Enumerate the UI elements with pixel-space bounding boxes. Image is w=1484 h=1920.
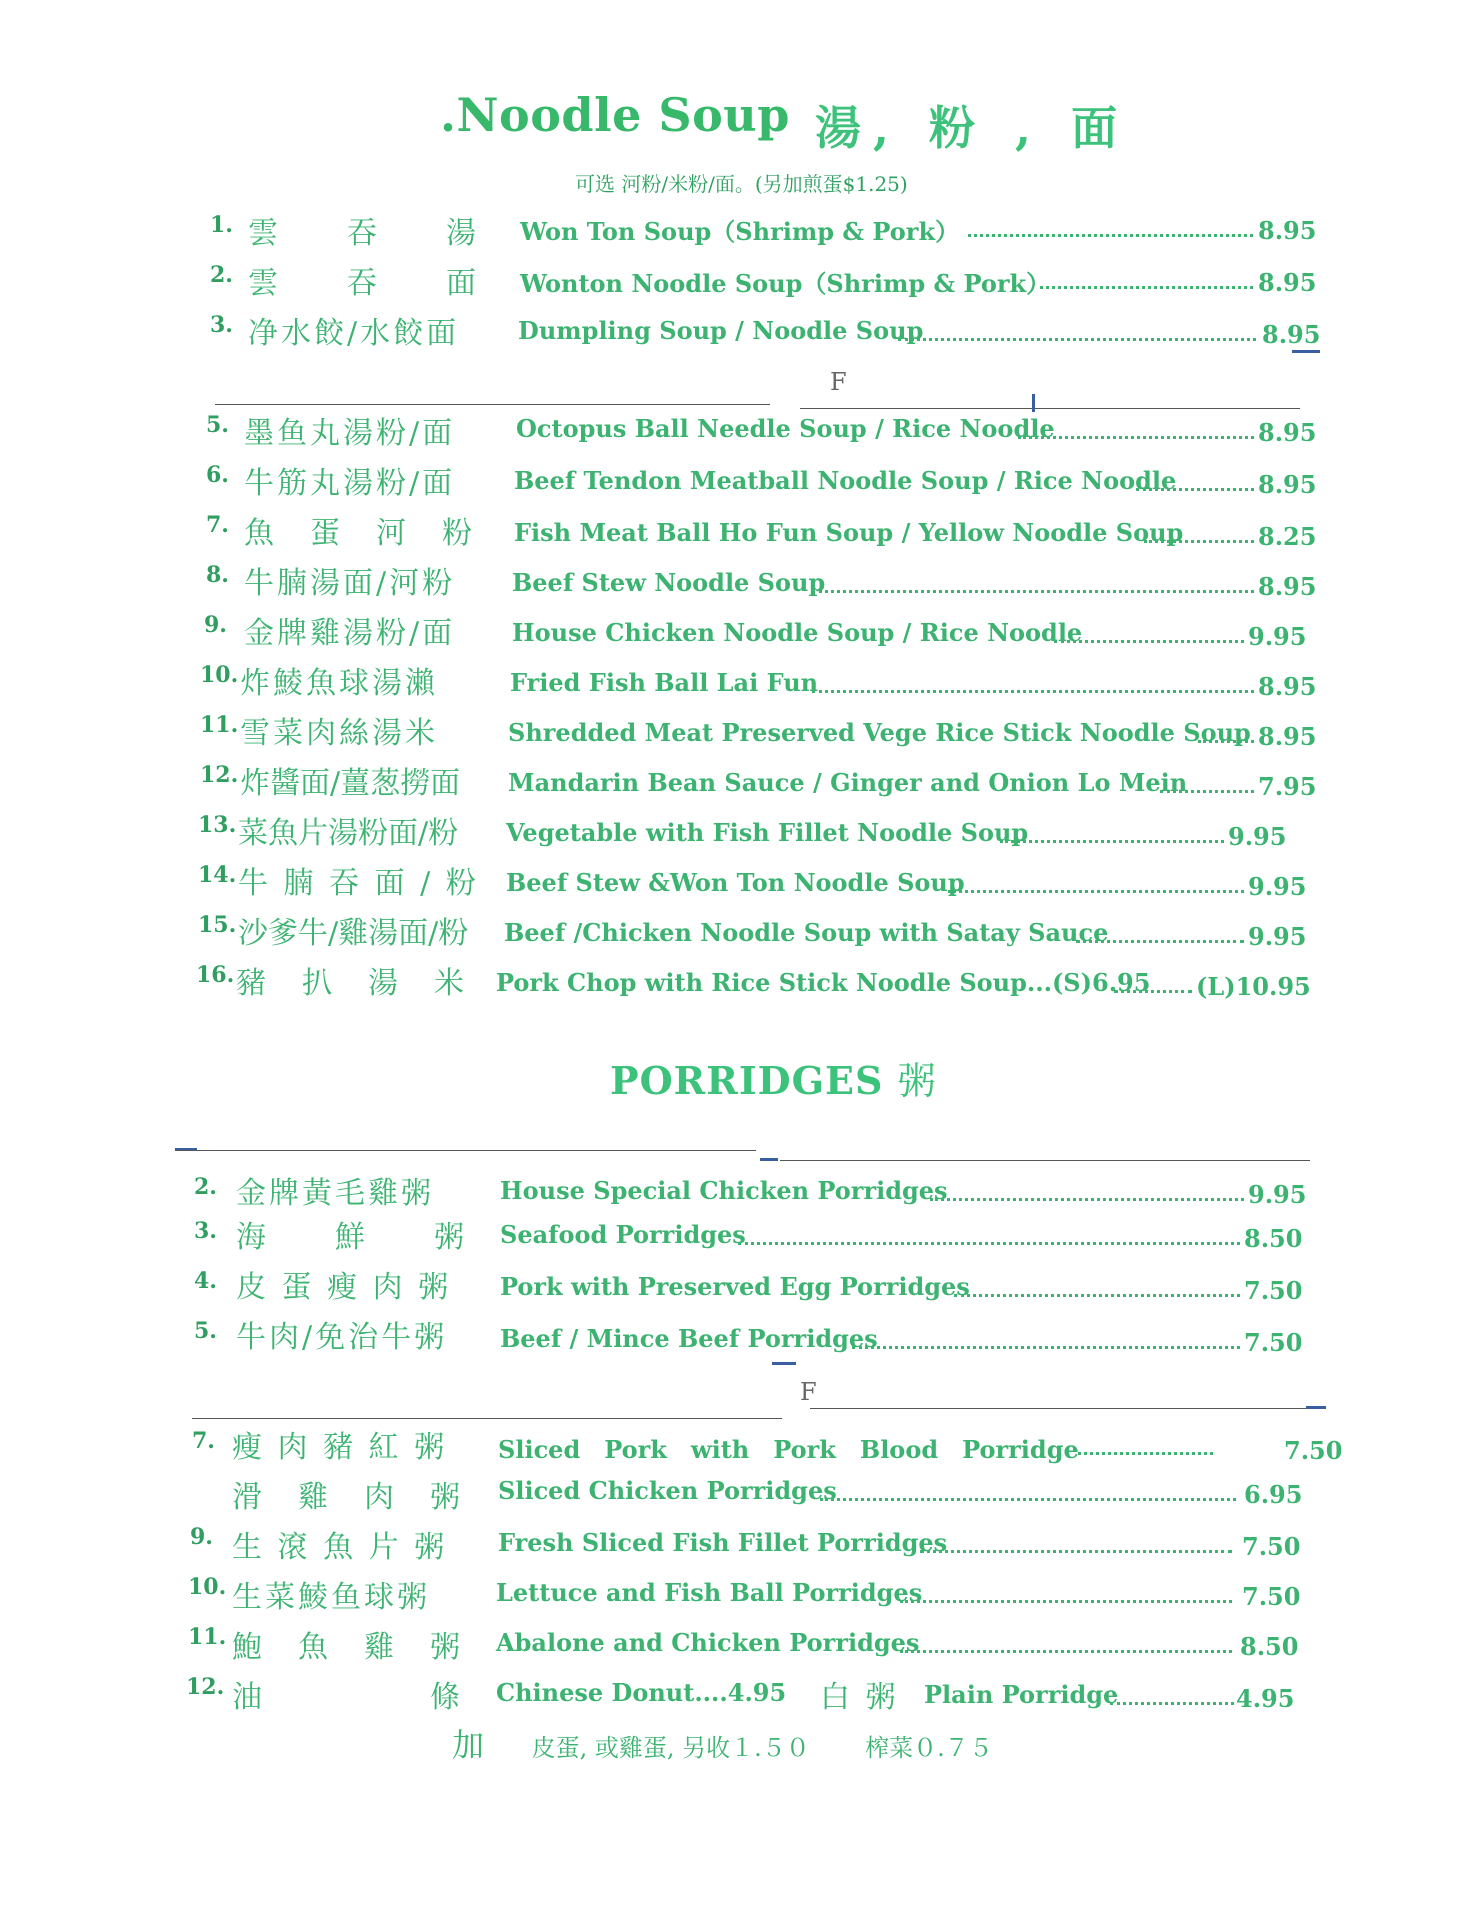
item-chinese-name: 沙爹牛/雞湯面/粉 xyxy=(238,916,469,951)
item-number: 11. xyxy=(188,1624,227,1650)
leader-dots xyxy=(1018,436,1254,439)
list-item xyxy=(0,1622,1484,1665)
leader-dots xyxy=(852,1346,1240,1349)
leader-dots xyxy=(900,1650,1232,1653)
item-chinese-name: 净水餃/水餃面 xyxy=(248,316,460,351)
item-number: 13. xyxy=(198,812,237,838)
item-chinese-name: 生 滾 魚 片 粥 xyxy=(232,1530,448,1565)
item-english-name: Sliced Pork with Pork Blood Porridge xyxy=(498,1435,1079,1464)
item-english-name: Vegetable with Fish Fillet Noodle Soup xyxy=(506,818,1029,847)
item-number: 3. xyxy=(210,312,233,338)
leader-dots xyxy=(948,890,1244,893)
item-chinese-name: 豬 扒 湯 米 xyxy=(236,966,467,1001)
item-price: 9.95 xyxy=(1248,922,1307,951)
section-title-english: PORRIDGES xyxy=(610,1058,884,1103)
list-item xyxy=(0,558,1484,601)
item-english-name: Beef /Chicken Noodle Soup with Satay Sauce xyxy=(504,918,1109,947)
item-number: 6. xyxy=(206,462,229,488)
item-english-name: Pork with Preserved Egg Porridges xyxy=(500,1272,970,1301)
item-number: 2. xyxy=(210,262,233,288)
leader-dots xyxy=(1110,1702,1234,1705)
item-number: 4. xyxy=(194,1268,217,1294)
item-number: 9. xyxy=(204,612,227,638)
item-price: 8.95 xyxy=(1258,722,1317,751)
item-price: 7.50 xyxy=(1284,1436,1343,1465)
item-english-name: Fish Meat Ball Ho Fun Soup / Yellow Noodle Soup xyxy=(514,518,1184,547)
item-price: 7.50 xyxy=(1242,1582,1301,1611)
item-price: 8.95 xyxy=(1262,320,1321,349)
item-number: 3. xyxy=(194,1218,217,1244)
item-english-name: Won Ton Soup（Shrimp & Pork） xyxy=(520,217,960,246)
separator-mark: F xyxy=(830,368,847,396)
item-number: 5. xyxy=(206,412,229,438)
item-chinese-name: 牛筋丸湯粉/面 xyxy=(244,466,456,501)
item-price: 8.95 xyxy=(1258,268,1317,297)
item-english-name: Fresh Sliced Fish Fillet Porridges xyxy=(498,1528,948,1557)
section-title-porridges xyxy=(610,1050,937,1105)
list-item xyxy=(0,1212,1484,1255)
list-item xyxy=(0,958,1484,1001)
item-english-name: Dumpling Soup / Noodle Soup xyxy=(518,316,924,345)
item-number: 2. xyxy=(194,1174,217,1200)
leader-dots xyxy=(1136,488,1254,491)
list-item xyxy=(0,408,1484,451)
list-item xyxy=(0,258,1484,301)
item-price: 8.95 xyxy=(1258,418,1317,447)
item-chinese-name: 牛腩湯面/河粉 xyxy=(244,566,456,601)
leader-dots xyxy=(1144,540,1254,543)
list-item xyxy=(0,1422,1484,1465)
item-number: 7. xyxy=(192,1428,215,1454)
item-price: 8.50 xyxy=(1240,1632,1299,1661)
item-chinese-name: 雲 吞 面 xyxy=(248,266,479,301)
item-price: 4.95 xyxy=(1236,1684,1295,1713)
leader-dots xyxy=(812,590,1254,593)
leader-dots xyxy=(1000,840,1224,843)
item-english-name: Pork Chop with Rice Stick Noodle Soup...(S)6.95 xyxy=(496,968,1151,997)
scan-mark xyxy=(760,1158,778,1161)
item-number: 16. xyxy=(196,962,235,988)
leader-dots xyxy=(1114,990,1192,993)
item-english-name: Octopus Ball Needle Soup / Rice Noodle xyxy=(516,414,1055,443)
item-chinese-name: 油 xyxy=(232,1680,265,1715)
item-price: 8.50 xyxy=(1244,1224,1303,1253)
item-chinese-name: 牛肉/免治牛粥 xyxy=(236,1320,448,1355)
leader-dots xyxy=(968,234,1253,237)
footer-note xyxy=(452,1720,993,1766)
separator-line xyxy=(810,1408,1325,1409)
item-chinese-name: 菜魚片湯粉面/粉 xyxy=(238,816,459,851)
list-item xyxy=(0,708,1484,751)
item-chinese-name: 雪菜肉絲湯米 xyxy=(240,716,438,751)
item-chinese-name: 滑 雞 肉 粥 xyxy=(232,1480,463,1515)
item-english-name: House Chicken Noodle Soup / Rice Noodle xyxy=(512,618,1083,647)
item-chinese-name: 白 粥 xyxy=(820,1680,899,1715)
leader-dots xyxy=(1198,740,1254,743)
item-english-name: Fried Fish Ball Lai Fun xyxy=(510,668,819,697)
item-number: 1. xyxy=(210,212,233,238)
item-english-name: Beef / Mince Beef Porridges xyxy=(500,1324,878,1353)
list-item xyxy=(0,458,1484,501)
item-price: (L)10.95 xyxy=(1196,972,1311,1001)
item-english-name: Mandarin Bean Sauce / Ginger and Onion Lo Mein xyxy=(508,768,1188,797)
list-item xyxy=(0,308,1484,351)
item-number: 9. xyxy=(190,1524,213,1550)
item-english-name: House Special Chicken Porridges xyxy=(500,1176,948,1205)
item-number: 14. xyxy=(198,862,237,888)
item-price: 7.50 xyxy=(1244,1328,1303,1357)
leader-dots xyxy=(1054,640,1244,643)
item-chinese-name: 瘦 肉 豬 紅 粥 xyxy=(232,1430,448,1465)
list-item xyxy=(0,908,1484,951)
item-price: 7.50 xyxy=(1244,1276,1303,1305)
separator-mark: F xyxy=(800,1378,817,1406)
list-item xyxy=(0,758,1484,801)
item-english-name: Sliced Chicken Porridges xyxy=(498,1476,837,1505)
leader-dots xyxy=(1040,286,1253,289)
list-item xyxy=(0,608,1484,651)
item-chinese-name: 炸鯪魚球湯瀨 xyxy=(240,666,438,701)
item-price: 9.95 xyxy=(1248,872,1307,901)
scan-mark xyxy=(1306,1406,1326,1409)
list-item xyxy=(0,858,1484,901)
item-number: 10. xyxy=(188,1574,227,1600)
item-english-name: Abalone and Chicken Porridges xyxy=(496,1628,920,1657)
item-english-name: Plain Porridge xyxy=(924,1680,1119,1709)
separator-line xyxy=(192,1418,782,1419)
separator-line xyxy=(780,1160,1310,1161)
scan-mark xyxy=(1292,350,1320,353)
item-number: 12. xyxy=(200,762,239,788)
leader-dots xyxy=(738,1242,1240,1245)
item-english-name: Beef Stew Noodle Soup xyxy=(512,568,826,597)
list-item xyxy=(0,658,1484,701)
item-chinese-name: 魚 蛋 河 粉 xyxy=(244,516,475,551)
item-price: 7.95 xyxy=(1258,772,1317,801)
leader-dots xyxy=(954,1294,1240,1297)
item-english-name: Shredded Meat Preserved Vege Rice Stick Noodle Soup xyxy=(508,718,1251,747)
leader-dots xyxy=(898,338,1256,341)
item-english-name: Wonton Noodle Soup（Shrimp & Pork） xyxy=(520,269,1051,298)
item-price: 8.95 xyxy=(1258,672,1317,701)
item-chinese-name: 生菜鯪鱼球粥 xyxy=(232,1580,430,1615)
leader-dots xyxy=(812,690,1254,693)
leader-dots xyxy=(820,1498,1236,1501)
item-number: 12. xyxy=(186,1674,225,1700)
item-number: 5. xyxy=(194,1318,217,1344)
separator-line xyxy=(215,404,770,405)
list-item xyxy=(0,808,1484,851)
item-number: 15. xyxy=(198,912,237,938)
section-title-chinese: 粥 xyxy=(897,1059,937,1103)
item-chinese-name: 皮 蛋 瘦 肉 粥 xyxy=(236,1270,452,1305)
list-item xyxy=(0,208,1484,251)
footer-egg-note: 皮蛋, 或雞蛋, 另收１.５０ xyxy=(531,1734,810,1762)
noodle-options-note: 可选 河粉/米粉/面。(另加煎蛋$1.25) xyxy=(575,172,908,196)
item-price: 8.95 xyxy=(1258,216,1317,245)
item-english-name: Lettuce and Fish Ball Porridges xyxy=(496,1578,923,1607)
item-price: 8.95 xyxy=(1258,572,1317,601)
item-price: 6.95 xyxy=(1244,1480,1303,1509)
page-title-chinese: 湯, 粉 , 面 xyxy=(815,101,1130,155)
leader-dots xyxy=(1078,1452,1213,1455)
item-chinese-name: 海 鮮 粥 xyxy=(236,1220,467,1255)
item-price: 9.95 xyxy=(1228,822,1287,851)
item-chinese-name: 金牌黃毛雞粥 xyxy=(236,1176,434,1211)
list-item xyxy=(0,1572,1484,1615)
item-english-name: Beef Stew &Won Ton Noodle Soup xyxy=(506,868,965,897)
leader-dots xyxy=(1076,940,1244,943)
list-item xyxy=(0,1168,1484,1211)
item-price: 8.25 xyxy=(1258,522,1317,551)
item-price: 8.95 xyxy=(1258,470,1317,499)
item-chinese-name: 炸醬面/薑葱撈面 xyxy=(240,766,461,801)
item-price: 9.95 xyxy=(1248,622,1307,651)
item-number: 7. xyxy=(206,512,229,538)
item-english-name: Chinese Donut....4.95 xyxy=(496,1678,787,1707)
list-item xyxy=(0,1262,1484,1305)
item-number: 10. xyxy=(200,662,239,688)
item-chinese-name: 金牌雞湯粉/面 xyxy=(244,616,456,651)
footer-pickle-note: 榨菜０.７５ xyxy=(865,1734,993,1762)
item-chinese-name: 雲 吞 湯 xyxy=(248,216,479,251)
item-number: 11. xyxy=(200,712,239,738)
list-item xyxy=(0,1672,1484,1715)
footer-add-label: 加 xyxy=(452,1726,485,1764)
page-title: .Noodle Soup xyxy=(440,88,790,142)
item-chinese-name: 條 xyxy=(430,1680,463,1715)
item-chinese-name: 墨鱼丸湯粉/面 xyxy=(244,416,456,451)
item-english-name: Beef Tendon Meatball Noodle Soup / Rice Noodle xyxy=(514,466,1177,495)
leader-dots xyxy=(1160,790,1254,793)
leader-dots xyxy=(920,1550,1232,1553)
separator-line xyxy=(176,1150,756,1151)
list-item xyxy=(0,508,1484,551)
leader-dots xyxy=(930,1198,1244,1201)
item-chinese-name: 鮑 魚 雞 粥 xyxy=(232,1630,463,1665)
item-price: 9.95 xyxy=(1248,1180,1307,1209)
item-chinese-name: 牛 腩 吞 面 / 粉 xyxy=(238,866,479,901)
list-item xyxy=(0,1522,1484,1565)
item-english-name: Seafood Porridges xyxy=(500,1220,746,1249)
list-item xyxy=(0,1472,1484,1515)
item-price: 7.50 xyxy=(1242,1532,1301,1561)
list-item xyxy=(0,1312,1484,1357)
scan-mark xyxy=(772,1362,796,1365)
leader-dots xyxy=(900,1600,1232,1603)
item-number: 8. xyxy=(206,562,229,588)
